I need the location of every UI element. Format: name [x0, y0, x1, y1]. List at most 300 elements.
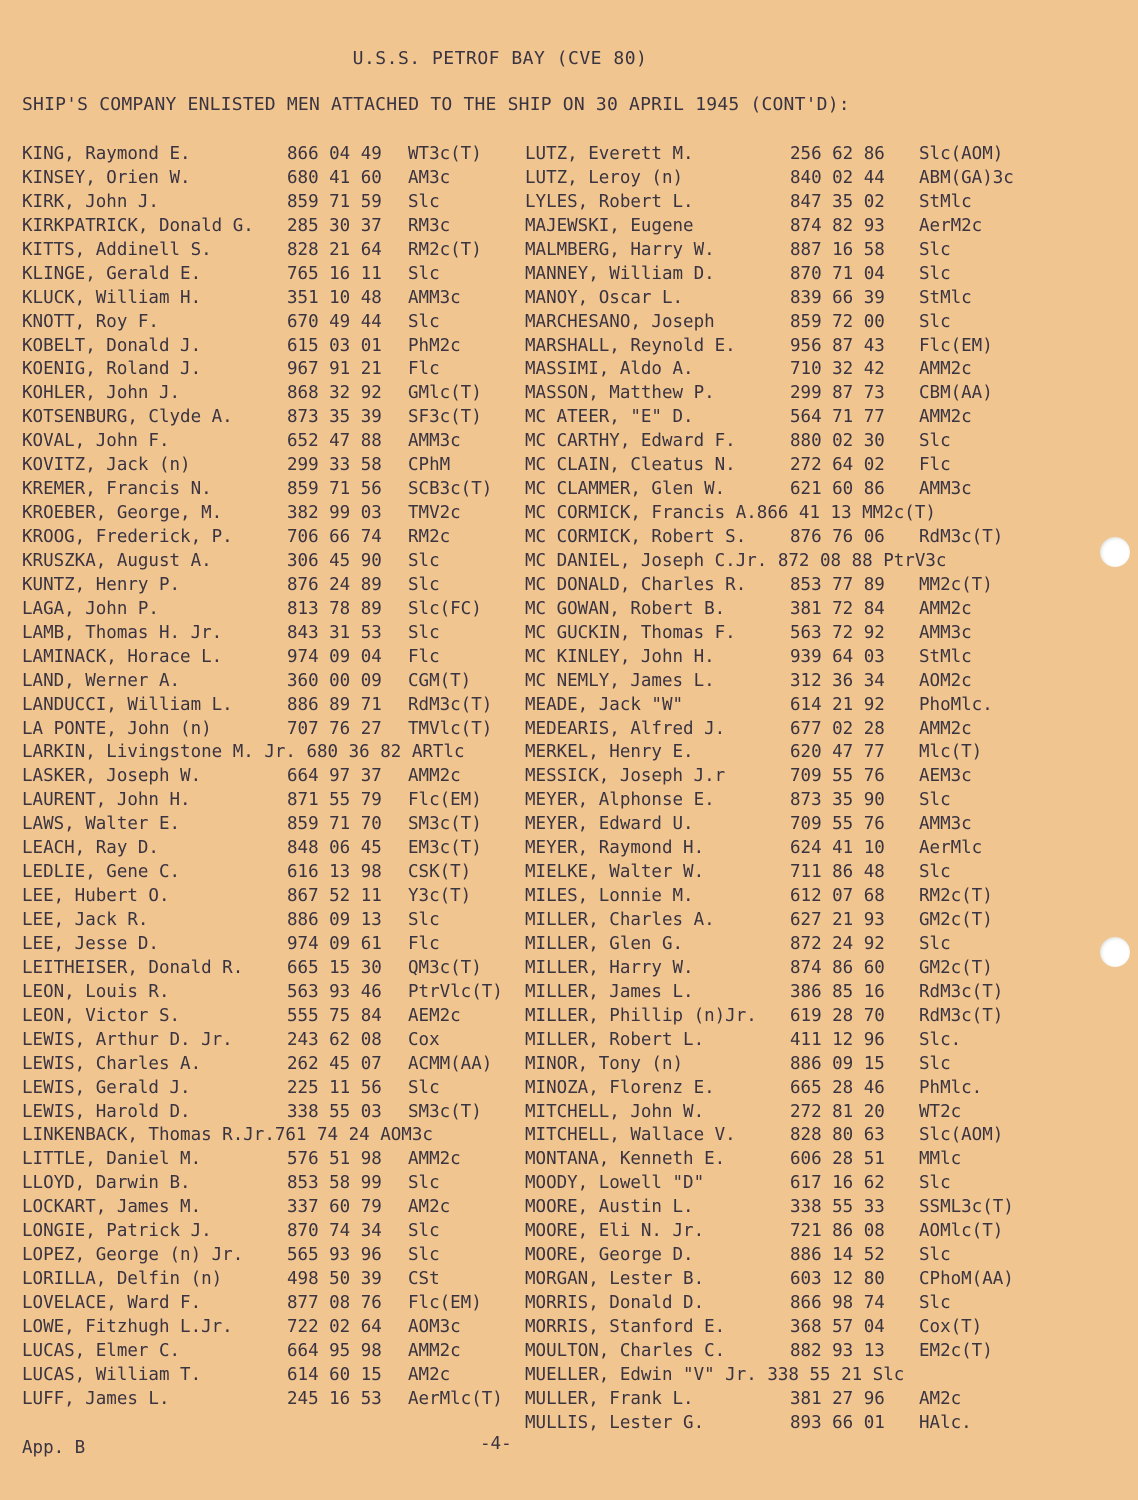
- rating: RM2c(T): [919, 886, 993, 907]
- rating: AOM2c: [919, 670, 972, 691]
- rating: CPhoM(AA): [919, 1269, 1014, 1290]
- rating: AM2c: [408, 1364, 451, 1385]
- rating: AMM3c: [408, 287, 461, 308]
- rating: Slc: [919, 1245, 951, 1266]
- rating: Flc: [408, 359, 440, 380]
- rating: MM2c(T): [919, 574, 993, 595]
- roster-entry: [525, 741, 983, 765]
- roster-entry: [525, 981, 1004, 1005]
- sailor-name: MORRIS, Donald D.: [525, 1293, 705, 1313]
- rating: PhMlc.: [919, 1077, 983, 1098]
- sailor-name: MORGAN, Lester B.: [525, 1269, 705, 1290]
- roster-entry: [525, 1005, 1004, 1029]
- service-number: 893 66 01: [790, 1412, 885, 1433]
- sailor-name: KIRK, John J.: [22, 191, 159, 212]
- service-number: 721 86 08: [790, 1221, 885, 1242]
- sailor-name: MC DONALD, Charles R.: [525, 574, 747, 595]
- rating: PhM2c: [408, 335, 461, 356]
- rating: SM3c(T): [408, 814, 482, 835]
- sailor-name: MILLER, James L.: [525, 981, 694, 1002]
- roster-entry: [525, 430, 951, 454]
- roster-entry: [22, 215, 465, 239]
- service-number: 859 71 59: [287, 191, 382, 212]
- sailor-name: MOULTON, Charles C.: [525, 1340, 726, 1361]
- rating: Slc: [919, 1173, 951, 1194]
- rating: AMM3c: [919, 814, 972, 835]
- rating: Y3c(T): [408, 886, 472, 907]
- sailor-name: LLOYD, Darwin B.: [22, 1173, 191, 1194]
- rating: EM2c(T): [919, 1340, 993, 1361]
- roster-entry: [525, 550, 946, 574]
- service-number: 306 45 90: [287, 550, 382, 571]
- roster-entry: [525, 1340, 993, 1364]
- service-number: 877 08 76: [287, 1293, 382, 1313]
- rating: Slc: [408, 910, 440, 930]
- rating: Slc: [408, 263, 440, 284]
- rating: Flc(EM): [919, 335, 993, 356]
- sailor-name: KROOG, Frederick, P.: [22, 527, 233, 547]
- sailor-name: LUFF, James L.: [22, 1388, 170, 1409]
- rating: SM3c(T): [408, 1101, 482, 1122]
- roster-entry: [525, 1244, 951, 1268]
- rating: Slc: [408, 1173, 440, 1194]
- roster-entry: [22, 311, 465, 335]
- service-number: 621 60 86: [790, 479, 885, 500]
- roster-entry: [525, 1029, 962, 1053]
- sailor-name: LUCAS, Elmer C.: [22, 1340, 181, 1361]
- sailor-name: LOVELACE, Ward F.: [22, 1293, 202, 1313]
- sailor-name: MILLER, Glen G.: [525, 933, 684, 954]
- service-number: 606 28 51: [790, 1149, 885, 1170]
- roster-entry: [22, 430, 465, 454]
- rating: AMM2c: [408, 1149, 461, 1170]
- service-number: 664 95 98: [287, 1340, 382, 1361]
- rating: AMM2c: [408, 1340, 461, 1361]
- rating: Flc(EM): [408, 790, 482, 811]
- sailor-name: KLUCK, William H.: [22, 287, 202, 308]
- roster-entry: [22, 1340, 465, 1364]
- sailor-name: KLINGE, Gerald E.: [22, 263, 202, 284]
- rating: RM2c(T): [408, 239, 482, 260]
- rating: AM2c: [919, 1388, 962, 1409]
- service-number: 338 55 03: [287, 1101, 382, 1122]
- page-number: -4-: [480, 1434, 512, 1454]
- sailor-name: LAGA, John P.: [22, 598, 159, 619]
- sailor-name: LEWIS, Gerald J.: [22, 1077, 191, 1098]
- roster-entry: [525, 311, 951, 335]
- roster-entry: [22, 1148, 465, 1172]
- sailor-name: LEON, Louis R.: [22, 981, 170, 1002]
- sailor-name: MC CLAIN, Cleatus N.: [525, 455, 736, 476]
- roster-entry: [525, 167, 1014, 191]
- rating: EM3c(T): [408, 838, 482, 859]
- rating: AMM2c: [919, 359, 972, 380]
- rating: Slc: [408, 574, 440, 595]
- service-number: 615 03 01: [287, 335, 382, 356]
- sailor-name: KOHLER, John J.: [22, 383, 181, 404]
- sailor-name: MILLER, Phillip (n)Jr.: [525, 1005, 757, 1026]
- sailor-name: KINSEY, Orien W.: [22, 167, 191, 188]
- rating: StMlc: [919, 287, 972, 308]
- rating: Slc: [408, 622, 440, 643]
- roster-entry: [22, 1268, 465, 1292]
- rating: StMlc: [919, 646, 972, 667]
- roster-entry: [525, 1292, 951, 1316]
- service-number: 243 62 08: [287, 1029, 382, 1050]
- service-number: 677 02 28: [790, 718, 885, 739]
- sailor-name: LAMB, Thomas H. Jr.: [22, 622, 223, 643]
- sailor-name: MILLER, Harry W.: [525, 957, 694, 978]
- rating: StMlc: [919, 191, 972, 212]
- sailor-name: MANNEY, William D.: [525, 263, 715, 284]
- sailor-name: MOORE, Austin L.: [525, 1197, 694, 1218]
- service-number: 382 99 03: [287, 503, 382, 524]
- service-number: 868 32 92: [287, 383, 382, 404]
- service-number: 381 72 84: [790, 598, 885, 619]
- rating: PtrVlc(T): [408, 981, 503, 1002]
- service-number: 670 49 44: [287, 311, 382, 332]
- roster-entry: [22, 358, 465, 382]
- rating: RM3c: [408, 215, 451, 236]
- document-subtitle: SHIP'S COMPANY ENLISTED MEN ATTACHED TO THE SHIP ON 30 APRIL 1945 (CONT'D):: [22, 94, 850, 115]
- rating: Cox(T): [919, 1316, 983, 1337]
- rating: TMV2c: [408, 503, 461, 524]
- rating: Slc: [408, 311, 440, 332]
- sailor-name: LEITHEISER, Donald R.: [22, 957, 244, 978]
- sailor-name: MOORE, George D.: [525, 1245, 694, 1266]
- rating: Slc: [919, 1053, 951, 1074]
- service-number: 665 15 30: [287, 957, 382, 978]
- sailor-name: KIRKPATRICK, Donald G.: [22, 215, 254, 236]
- roster-entry: [22, 502, 465, 526]
- roster-entry: [525, 526, 1004, 550]
- sailor-name: MC CLAMMER, Glen W.: [525, 479, 726, 500]
- rating: RdM3c(T): [919, 1005, 1004, 1026]
- service-number: 848 06 45: [287, 838, 382, 859]
- roster-entry: [22, 1388, 503, 1412]
- sailor-name: MC NEMLY, James L.: [525, 670, 715, 691]
- service-number: 616 13 98: [287, 862, 382, 883]
- service-number: 828 21 64: [287, 239, 382, 260]
- sailor-name: MC CARTHY, Edward F.: [525, 431, 736, 452]
- sailor-name: MITCHELL, John W.: [525, 1101, 705, 1122]
- roster-entry: [22, 1292, 482, 1316]
- rating: AMM3c: [408, 431, 461, 452]
- service-number: 256 62 86: [790, 144, 885, 164]
- sailor-name: MARSHALL, Reynold E.: [525, 335, 736, 356]
- roster-entry: [22, 694, 493, 718]
- rating: Slc: [408, 1221, 440, 1242]
- sailor-name: MC DANIEL, Joseph C.Jr. 872 08 88 PtrV3c: [525, 550, 947, 571]
- rating: Slc.: [919, 1029, 962, 1050]
- rating: WT2c: [919, 1101, 962, 1122]
- service-number: 368 57 04: [790, 1316, 885, 1337]
- roster-entry: [525, 1148, 962, 1172]
- service-number: 974 09 61: [287, 933, 382, 954]
- rating: TMVlc(T): [408, 718, 493, 739]
- service-number: 563 72 92: [790, 622, 885, 643]
- service-number: 299 87 73: [790, 383, 885, 404]
- service-number: 967 91 21: [287, 359, 382, 380]
- sailor-name: MULLIS, Lester G.: [525, 1412, 705, 1433]
- service-number: 873 35 90: [790, 790, 885, 811]
- sailor-name: KREMER, Francis N.: [22, 479, 212, 500]
- roster-entry: [525, 646, 972, 670]
- roster-entry: [22, 909, 465, 933]
- roster-entry: [525, 1220, 1004, 1244]
- rating: CSK(T): [408, 862, 472, 883]
- service-number: 299 33 58: [287, 455, 382, 476]
- sailor-name: MEADE, Jack "W": [525, 694, 684, 715]
- sailor-name: LASKER, Joseph W.: [22, 766, 202, 787]
- rating: SCB3c(T): [408, 479, 493, 500]
- roster-entry: [22, 1005, 465, 1029]
- service-number: 710 32 42: [790, 359, 885, 380]
- roster-entry: [22, 1124, 465, 1148]
- roster-entry: [525, 694, 993, 718]
- sailor-name: LITTLE, Daniel M.: [22, 1149, 202, 1170]
- roster-entry: [525, 215, 983, 239]
- sailor-name: LUCAS, William T.: [22, 1364, 202, 1385]
- rating: PhoMlc.: [919, 694, 993, 715]
- rating: Slc(FC): [408, 598, 482, 619]
- rating: SSML3c(T): [919, 1197, 1014, 1218]
- sailor-name: LAURENT, John H.: [22, 790, 191, 811]
- rating: GMlc(T): [408, 383, 482, 404]
- sailor-name: MORRIS, Stanford E.: [525, 1316, 726, 1337]
- roster-entry: [22, 526, 465, 550]
- sailor-name: MIELKE, Walter W.: [525, 862, 705, 883]
- rating: Slc: [919, 239, 951, 260]
- service-number: 840 02 44: [790, 167, 885, 188]
- service-number: 847 35 02: [790, 191, 885, 212]
- service-number: 285 30 37: [287, 215, 382, 236]
- rating: Flc(EM): [408, 1293, 482, 1313]
- roster-entry: [22, 837, 482, 861]
- sailor-name: MC GOWAN, Robert B.: [525, 598, 726, 619]
- rating: Mlc(T): [919, 742, 983, 763]
- roster-entry: [525, 1172, 951, 1196]
- service-number: 886 09 15: [790, 1053, 885, 1074]
- rating: CBM(AA): [919, 383, 993, 404]
- service-number: 870 74 34: [287, 1221, 382, 1242]
- roster-entry: [525, 382, 993, 406]
- service-number: 665 28 46: [790, 1077, 885, 1098]
- roster-entry: [22, 143, 482, 167]
- sailor-name: KNOTT, Roy F.: [22, 311, 159, 332]
- roster-entry: [525, 1316, 983, 1340]
- roster-entry: [525, 1388, 962, 1412]
- sailor-name: MITCHELL, Wallace V.: [525, 1125, 736, 1146]
- rating: Flc: [408, 646, 440, 667]
- sailor-name: MC GUCKIN, Thomas F.: [525, 622, 736, 643]
- rating: Slc: [919, 263, 951, 284]
- service-number: 614 21 92: [790, 694, 885, 715]
- service-number: 813 78 89: [287, 598, 382, 619]
- rating: AOM3c: [408, 1316, 461, 1337]
- rating: AMM2c: [919, 718, 972, 739]
- sailor-name: KROEBER, George, M.: [22, 503, 223, 524]
- sailor-name: MASSON, Matthew P.: [525, 383, 715, 404]
- roster-entry: [22, 550, 465, 574]
- roster-entry: [525, 885, 993, 909]
- service-number: 620 47 77: [790, 742, 885, 763]
- service-number: 563 93 46: [287, 981, 382, 1002]
- roster-entry: [525, 454, 951, 478]
- service-number: 859 72 00: [790, 311, 885, 332]
- roster-entry: [525, 406, 972, 430]
- rating: Slc: [919, 862, 951, 883]
- roster-entry: [525, 335, 993, 359]
- rating: MMlc: [919, 1149, 962, 1170]
- sailor-name: LOWE, Fitzhugh L.Jr.: [22, 1316, 233, 1337]
- roster-entry: [525, 1268, 1014, 1292]
- sailor-name: MILLER, Charles A.: [525, 910, 715, 930]
- sailor-name: LUTZ, Everett M.: [525, 144, 694, 164]
- service-number: 859 71 56: [287, 479, 382, 500]
- roster-entry: [22, 239, 482, 263]
- roster-entry: [22, 789, 482, 813]
- roster-entry: [22, 1101, 482, 1125]
- roster-entry: [525, 861, 951, 885]
- service-number: 381 27 96: [790, 1388, 885, 1409]
- sailor-name: MERKEL, Henry E.: [525, 742, 694, 763]
- sailor-name: KUNTZ, Henry P.: [22, 574, 181, 595]
- roster-entry: [22, 167, 465, 191]
- rating: AerMlc(T): [408, 1388, 503, 1409]
- sailor-name: LA PONTE, John (n): [22, 718, 212, 739]
- roster-entry: [525, 502, 946, 526]
- sailor-name: MILLER, Robert L.: [525, 1029, 705, 1050]
- rating: RdM3c(T): [919, 527, 1004, 547]
- rating: Slc: [919, 790, 951, 811]
- sailor-name: LEWIS, Arthur D. Jr.: [22, 1029, 233, 1050]
- sailor-name: MOODY, Lowell "D": [525, 1173, 705, 1194]
- service-number: 874 86 60: [790, 957, 885, 978]
- sailor-name: LEACH, Ray D.: [22, 838, 159, 859]
- right-roster-column: [525, 143, 1014, 1436]
- service-number: 245 16 53: [287, 1388, 382, 1409]
- roster-entry: [525, 933, 951, 957]
- sailor-name: MC CORMICK, Robert S.: [525, 527, 747, 547]
- roster-entry: [22, 406, 482, 430]
- roster-entry: [525, 1364, 946, 1388]
- sailor-name: LAWS, Walter E.: [22, 814, 181, 835]
- service-number: 867 52 11: [287, 886, 382, 907]
- sailor-name: LUTZ, Leroy (n): [525, 167, 684, 188]
- roster-entry: [525, 1053, 951, 1077]
- service-number: 612 07 68: [790, 886, 885, 907]
- roster-entry: [525, 1124, 1004, 1148]
- service-number: 839 66 39: [790, 287, 885, 308]
- roster-entry: [22, 741, 465, 765]
- sailor-name: LOPEZ, George (n) Jr.: [22, 1245, 244, 1266]
- sailor-name: LORILLA, Delfin (n): [22, 1269, 223, 1290]
- roster-entry: [525, 287, 972, 311]
- service-number: 664 97 37: [287, 766, 382, 787]
- rating: ACMM(AA): [408, 1053, 493, 1074]
- service-number: 312 36 34: [790, 670, 885, 691]
- roster-entry: [22, 718, 493, 742]
- rating: AOMlc(T): [919, 1221, 1004, 1242]
- roster-entry: [22, 861, 472, 885]
- roster-entry: [22, 263, 465, 287]
- sailor-name: MEYER, Edward U.: [525, 814, 694, 835]
- service-number: 876 24 89: [287, 574, 382, 595]
- sailor-name: MONTANA, Kenneth E.: [525, 1149, 726, 1170]
- service-number: 555 75 84: [287, 1005, 382, 1026]
- service-number: 351 10 48: [287, 287, 382, 308]
- roster-entry: [525, 263, 951, 287]
- roster-entry: [525, 837, 983, 861]
- rating: Slc(AOM): [919, 1125, 1004, 1146]
- roster-entry: [22, 981, 503, 1005]
- left-roster-column: [22, 143, 503, 1412]
- sailor-name: MESSICK, Joseph J.r: [525, 766, 726, 787]
- rating: WT3c(T): [408, 144, 482, 164]
- service-number: 565 93 96: [287, 1245, 382, 1266]
- sailor-name: KOENIG, Roland J.: [22, 359, 202, 380]
- roster-entry: [525, 909, 993, 933]
- rating: Slc: [919, 933, 951, 954]
- service-number: 576 51 98: [287, 1149, 382, 1170]
- sailor-name: KOBELT, Donald J.: [22, 335, 202, 356]
- sailor-name: KOVITZ, Jack (n): [22, 455, 191, 476]
- rating: Slc: [408, 1245, 440, 1266]
- rating: Cox: [408, 1029, 440, 1050]
- sailor-name: LEWIS, Charles A.: [22, 1053, 202, 1074]
- sailor-name: MASSIMI, Aldo A.: [525, 359, 694, 380]
- rating: CSt: [408, 1269, 440, 1290]
- rating: AMM2c: [919, 407, 972, 428]
- service-number: 711 86 48: [790, 862, 885, 883]
- service-number: 498 50 39: [287, 1269, 382, 1290]
- sailor-name: MEYER, Alphonse E.: [525, 790, 715, 811]
- sailor-name: LAMINACK, Horace L.: [22, 646, 223, 667]
- rating: AerMlc: [919, 838, 983, 859]
- roster-entry: [22, 335, 465, 359]
- roster-entry: [525, 143, 1004, 167]
- rating: Slc: [408, 1077, 440, 1098]
- roster-entry: [22, 1364, 465, 1388]
- sailor-name: LEE, Jesse D.: [22, 933, 159, 954]
- service-number: 974 09 04: [287, 646, 382, 667]
- roster-entry: [22, 574, 465, 598]
- rating: RdM3c(T): [919, 981, 1004, 1002]
- roster-entry: [22, 670, 472, 694]
- service-number: 866 98 74: [790, 1293, 885, 1313]
- service-number: 338 55 33: [790, 1197, 885, 1218]
- rating: HAlc.: [919, 1412, 972, 1433]
- roster-entry: [22, 1077, 465, 1101]
- sailor-name: MC CORMICK, Francis A.866 41 13 MM2c(T): [525, 503, 936, 524]
- roster-entry: [22, 765, 465, 789]
- roster-entry: [525, 598, 972, 622]
- roster-entry: [525, 1412, 972, 1436]
- rating: GM2c(T): [919, 910, 993, 930]
- service-number: 627 21 93: [790, 910, 885, 930]
- sailor-name: MAJEWSKI, Eugene: [525, 215, 694, 236]
- service-number: 652 47 88: [287, 431, 382, 452]
- rating: AM3c: [408, 167, 451, 188]
- rating: AM2c: [408, 1197, 451, 1218]
- service-number: 871 55 79: [287, 790, 382, 811]
- service-number: 272 64 02: [790, 455, 885, 476]
- roster-entry: [525, 1077, 983, 1101]
- service-number: 765 16 11: [287, 263, 382, 284]
- sailor-name: LINKENBACK, Thomas R.Jr.761 74 24 AOM3c: [22, 1125, 433, 1146]
- service-number: 709 55 76: [790, 766, 885, 787]
